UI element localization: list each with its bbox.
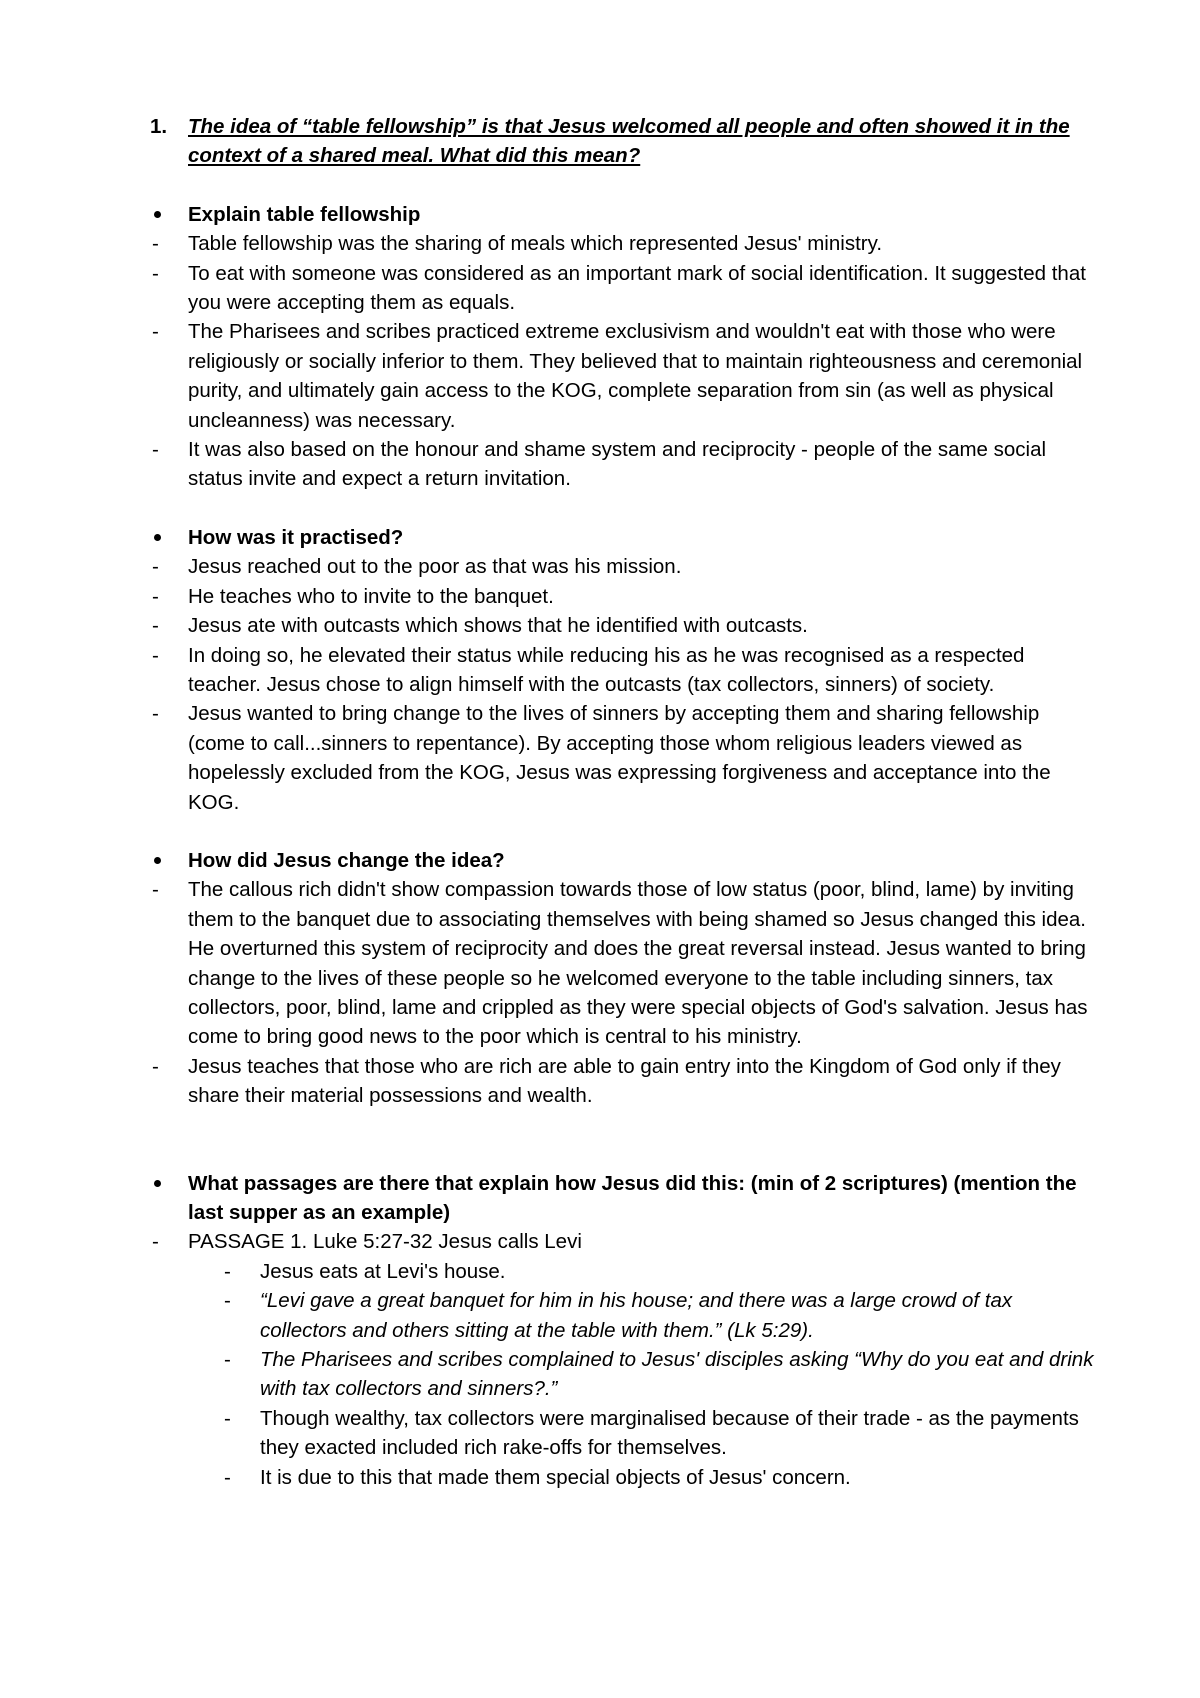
sub-list-item bbox=[222, 1404, 1100, 1463]
bullet-icon bbox=[150, 1169, 188, 1228]
list-item-text: Jesus teaches that those who are rich are able to gain entry into the Kingdom of God only if they share their material possessions and wealth. bbox=[188, 1054, 1061, 1108]
dash-marker: - bbox=[152, 878, 159, 902]
section-heading-text: Explain table fellowship bbox=[188, 202, 421, 226]
list-item-text: It was also based on the honour and shame system and reciprocity - people of the same social status invite and expect a return invitation. bbox=[188, 438, 1047, 491]
list-item bbox=[150, 582, 1100, 611]
section-heading bbox=[150, 200, 1100, 229]
list-item bbox=[150, 641, 1100, 700]
section-heading-text: What passages are there that explain how Jesus did this: (min of 2 scriptures) (mention the last supper as an example) bbox=[188, 1171, 1077, 1224]
list-item bbox=[150, 1052, 1100, 1111]
section-heading bbox=[150, 523, 1100, 552]
dash-marker: - bbox=[152, 438, 159, 462]
sub-list-item-text: It is due to this that made them special objects of Jesus' concern. bbox=[260, 1465, 851, 1489]
dash-marker: - bbox=[152, 584, 159, 608]
list-item bbox=[150, 259, 1100, 318]
dash-marker: - bbox=[152, 1054, 159, 1078]
dash-marker: - bbox=[152, 702, 159, 726]
list-item bbox=[150, 435, 1100, 494]
sub-list-item-text: “Levi gave a great banquet for him in his house; and there was a large crowd of tax collectors and others sitting at the table with them.” (Lk 5:29). bbox=[260, 1289, 1013, 1342]
dash-marker: - bbox=[152, 261, 159, 285]
dash-marker: - bbox=[224, 1289, 231, 1313]
section-passages bbox=[150, 1169, 1100, 1492]
bullet-icon bbox=[150, 200, 188, 229]
dash-marker: - bbox=[152, 232, 159, 256]
sub-list-item bbox=[222, 1463, 1100, 1492]
dash-marker: - bbox=[152, 643, 159, 667]
sub-list-item-text: The Pharisees and scribes complained to Jesus' disciples asking “Why do you eat and drink with tax collectors and sinners?.” bbox=[260, 1348, 1094, 1401]
dash-marker: - bbox=[152, 1230, 159, 1254]
section-heading bbox=[150, 1169, 1100, 1228]
sub-list-item-text: Jesus eats at Levi's house. bbox=[260, 1259, 506, 1283]
sub-list-item bbox=[222, 1257, 1100, 1286]
passage-item bbox=[150, 1227, 1100, 1256]
sub-list-item bbox=[222, 1345, 1100, 1404]
section-explain bbox=[150, 200, 1100, 494]
list-item bbox=[150, 229, 1100, 258]
list-item bbox=[150, 611, 1100, 640]
list-item bbox=[150, 699, 1100, 817]
question-text: The idea of “table fellowship” is that Jesus welcomed all people and often showed it in the context of a shared meal. What did this mean? bbox=[188, 115, 1070, 168]
list-item bbox=[150, 552, 1100, 581]
passage-sub-list bbox=[222, 1257, 1100, 1492]
list-item bbox=[150, 317, 1100, 435]
list-item-text: Jesus ate with outcasts which shows that he identified with outcasts. bbox=[188, 614, 808, 638]
list-item bbox=[150, 875, 1100, 1051]
dash-marker: - bbox=[224, 1465, 231, 1489]
sub-list-item-text: Though wealthy, tax collectors were marginalised because of their trade - as the payments they exacted included rich rake-offs for themselves. bbox=[260, 1406, 1079, 1460]
list-item-text: Jesus wanted to bring change to the lives of sinners by accepting them and sharing fellowship (come to call...sinners to repentance). By accepting those whom religious leaders viewed as hopelessly excluded from the KOG, Jesus was expressing forgiveness and acceptance into the KOG. bbox=[188, 702, 1051, 814]
sub-list-item bbox=[222, 1286, 1100, 1345]
list-item-text: In doing so, he elevated their status while reducing his as he was recognised as a respected teacher. Jesus chose to align himself with the outcasts (tax collectors, sinners) of society. bbox=[188, 643, 1025, 696]
question-number: 1. bbox=[150, 115, 168, 138]
dash-marker: - bbox=[152, 320, 159, 344]
dash-marker: - bbox=[152, 614, 159, 638]
section-practised bbox=[150, 523, 1100, 817]
section-change bbox=[150, 846, 1100, 1111]
list-item-text: The Pharisees and scribes practiced extreme exclusivism and wouldn't eat with those who were religiously or socially inferior to them. They believed that to maintain righteousness and ceremonial purity, and ultimately gain access to the KOG, complete separation from sin (as well as physical uncleanness) was necessary. bbox=[188, 320, 1083, 432]
dash-marker: - bbox=[224, 1406, 231, 1430]
bullet-icon bbox=[150, 523, 188, 552]
section-heading bbox=[150, 846, 1100, 875]
list-item-text: Table fellowship was the sharing of meals which represented Jesus' ministry. bbox=[188, 232, 883, 256]
list-item-text: To eat with someone was considered as an important mark of social identification. It suggested that you were accepting them as equals. bbox=[188, 261, 1086, 315]
list-item-text: The callous rich didn't show compassion towards those of low status (poor, blind, lame) by inviting them to the banquet due to associating themselves with being shamed so Jesus changed this idea. He overturned this system of reciprocity and does the great reversal instead. Jesus wanted to bring change to the lives of these people so he welcomed everyone to the table including sinners, tax collectors, poor, blind, lame and crippled as they were special objects of God's salvation. Jesus has come to bring good news to the poor which is central to his ministry. bbox=[188, 878, 1088, 1049]
passage-label: PASSAGE 1. Luke 5:27-32 Jesus calls Levi bbox=[188, 1230, 582, 1254]
document-page bbox=[150, 112, 1100, 1521]
section-heading-text: How was it practised? bbox=[188, 525, 404, 549]
question-heading bbox=[150, 112, 1100, 171]
section-heading-text: How did Jesus change the idea? bbox=[188, 848, 505, 872]
dash-marker: - bbox=[152, 555, 159, 579]
dash-marker: - bbox=[224, 1348, 231, 1372]
bullet-icon bbox=[150, 846, 188, 875]
list-item-text: Jesus reached out to the poor as that was his mission. bbox=[188, 555, 682, 579]
list-item-text: He teaches who to invite to the banquet. bbox=[188, 584, 554, 608]
dash-marker: - bbox=[224, 1259, 231, 1283]
